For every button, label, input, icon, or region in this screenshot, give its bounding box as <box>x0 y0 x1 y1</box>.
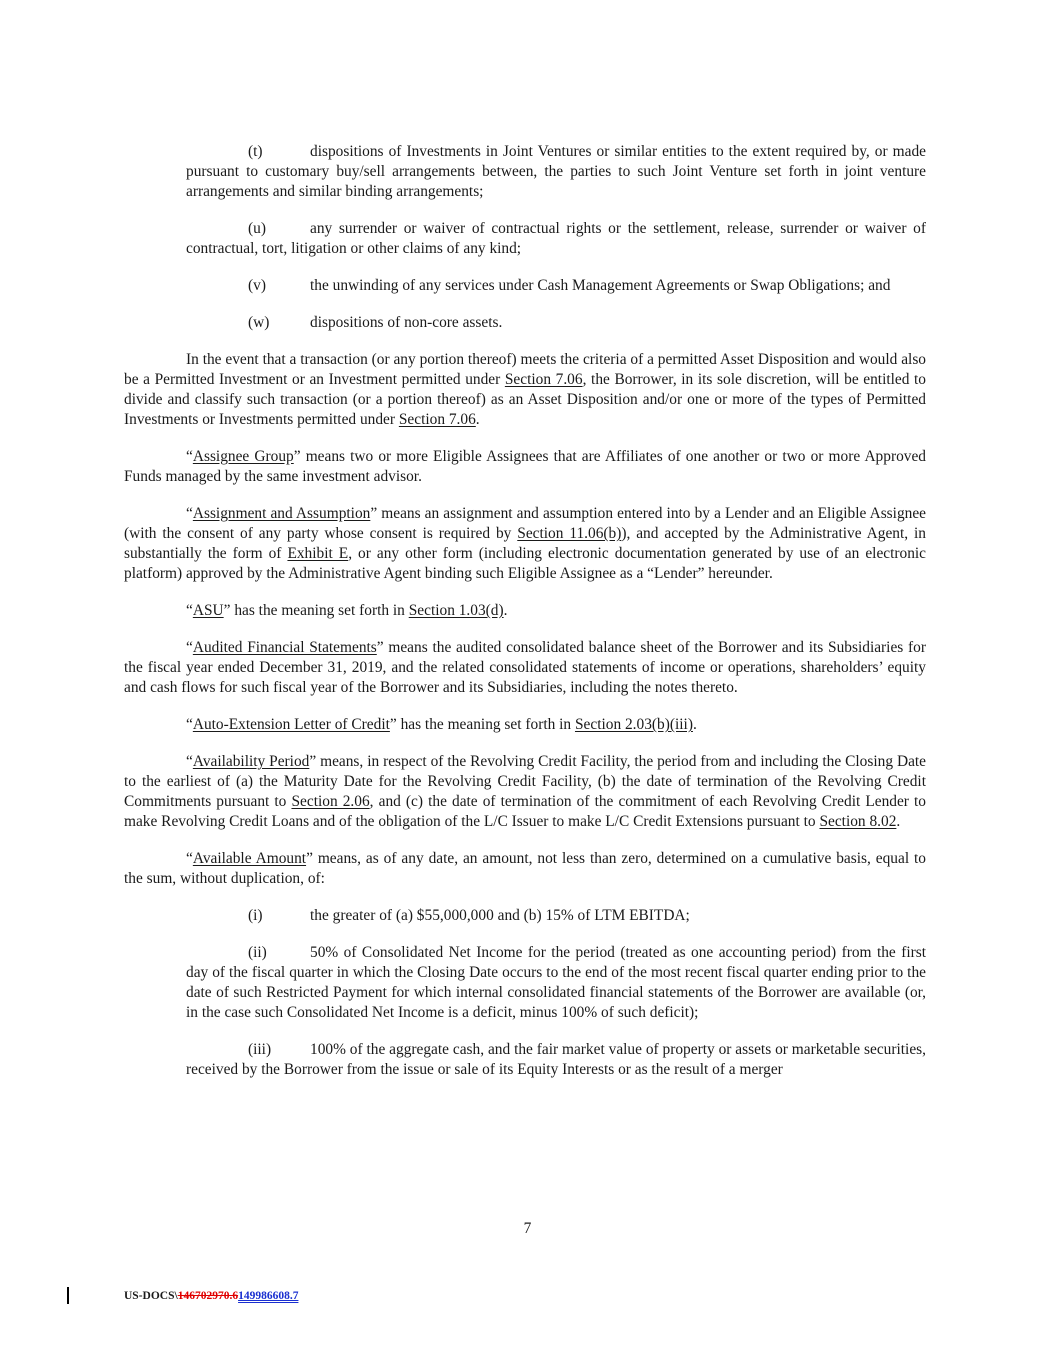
definition-assignee-group <box>124 447 926 487</box>
defined-term: Assignee Group <box>192 448 294 465</box>
clause-iii <box>124 1040 926 1080</box>
clause-label: (i) <box>248 907 263 924</box>
definition-text: ” means an assignment and assumption entered into by a Lender and an Eligible Assignee (with the consent of any party whose consent is required by <box>124 505 926 542</box>
section-reference-link: Section 11.06(b) <box>517 525 622 542</box>
definition-text: ” means two or more Eligible Assignees that are Affiliates of one another or two or more Approved Funds managed by the same investment advisor. <box>124 448 926 485</box>
quote-mark: “ <box>186 602 193 619</box>
defined-term: ASU <box>192 602 224 619</box>
clause-text: the greater of (a) $55,000,000 and (b) 15% of LTM EBITDA; <box>310 907 690 924</box>
defined-term: Availability Period <box>192 753 310 770</box>
defined-term: Assignment and Assumption <box>192 505 371 522</box>
clause-label: (u) <box>248 220 266 237</box>
definition-text: . <box>692 716 697 733</box>
definition-text: ” has the meaning set forth in <box>389 716 575 733</box>
document-id-footer <box>124 1289 298 1303</box>
clause-w <box>124 313 926 333</box>
section-reference-link: Section 2.06 <box>291 793 370 810</box>
clause-u <box>124 219 926 259</box>
section-reference-link: Section 8.02 <box>819 813 897 830</box>
definition-text: ” means, as of any date, an amount, not less than zero, determined on a cumulative basis, equal to the sum, without duplication, of: <box>124 850 926 887</box>
clause-text: the unwinding of any services under Cash Management Agreements or Swap Obligations; and <box>310 277 891 294</box>
quote-mark: “ <box>186 505 193 522</box>
change-bar <box>67 1287 69 1304</box>
clause-text: 100% of the aggregate cash, and the fair market value of property or assets or marketable securities, received by the Borrower from the issue or sale of its Equity Interests or as the result of a merger <box>186 1041 926 1078</box>
paragraph-text: , the Borrower, in its sole discretion, will be entitled to divide and classify such transaction (or a portion thereof) as an Asset Disposition and/or one or more of the types of Permitted Investments or Investments permitted under <box>124 371 927 428</box>
paragraph-text: In the event that a transaction (or any portion thereof) meets the criteria of a permitted Asset Disposition and would also be a Permitted Investment or an Investment permitted under <box>124 351 926 388</box>
section-reference-link: Section 2.03(b)(iii) <box>574 716 693 733</box>
definition-availability-period <box>124 752 926 832</box>
clause-text: any surrender or waiver of contractual rights or the settlement, release, surrender or waiver of contractual, tort, litigation or other claims of any kind; <box>186 220 926 257</box>
clause-i <box>124 906 926 926</box>
section-reference-link: Section 7.06 <box>504 371 583 388</box>
definition-text: ” means, in respect of the Revolving Credit Facility, the period from and including the Closing Date to the earliest of (a) the Maturity Date for the Revolving Credit Facility, (b) the date of termination of the Revolving Credit Commitments pursuant to <box>124 753 927 810</box>
clause-text: dispositions of Investments in Joint Ventures or similar entities to the extent required by, or made pursuant to customary buy/sell arrangements between, the parties to such Joint Venture set forth in joint venture arrangements and similar binding arrangements; <box>186 143 926 200</box>
clause-label: (t) <box>248 143 263 160</box>
definition-text: . <box>896 813 901 830</box>
paragraph-text: . <box>475 411 480 428</box>
definition-auto-extension-letter-of-credit <box>124 715 926 735</box>
definition-asu <box>124 601 926 621</box>
definition-assignment-and-assumption <box>124 504 926 584</box>
definition-text: , or any other form (including electronic documentation generated by use of an electronic platform) approved by the Administrative Agent binding such Eligible Assignee as a “Lender” hereunder. <box>124 545 927 582</box>
document-id-prefix: US-DOCS\ <box>124 1290 178 1302</box>
defined-term: Auto-Extension Letter of Credit <box>192 716 390 733</box>
section-reference-link: Section 7.06 <box>398 411 476 428</box>
section-reference-link: Section 1.03(d) <box>408 602 504 619</box>
definition-available-amount <box>124 849 926 889</box>
clause-label: (ii) <box>248 944 267 961</box>
clause-v <box>124 276 926 296</box>
quote-mark: “ <box>186 639 193 656</box>
deleted-document-id: 146702970.6 <box>177 1290 239 1302</box>
definition-text: ” has the meaning set forth in <box>223 602 409 619</box>
event-paragraph <box>124 350 926 430</box>
definition-text: . <box>503 602 508 619</box>
clause-ii <box>124 943 926 1023</box>
clause-t <box>124 142 926 202</box>
page-body <box>124 142 926 1080</box>
exhibit-reference-link: Exhibit E <box>287 545 349 562</box>
quote-mark: “ <box>186 448 193 465</box>
definition-text: ), and accepted by the Administrative Agent, in substantially the form of <box>124 525 926 562</box>
quote-mark: “ <box>186 716 193 733</box>
definition-text: , and (c) the date of termination of the commitment of each Revolving Credit Lender to make Revolving Credit Loans and of the obligation of the L/C Issuer to make L/C Credit Extensions pursuant to <box>124 793 926 830</box>
quote-mark: “ <box>186 850 193 867</box>
clause-label: (v) <box>248 277 266 294</box>
page-number: 7 <box>523 1220 532 1237</box>
inserted-document-id: 149986608.7 <box>238 1290 299 1302</box>
clause-label: (w) <box>248 314 270 331</box>
definition-text: ” means the audited consolidated balance sheet of the Borrower and its Subsidiaries for the fiscal year ended December 31, 2019, and the related consolidated statements of income or operations, shareholders’ equity and cash flows for such fiscal year of the Borrower and its Subsidiaries, including the notes thereto. <box>124 639 926 696</box>
quote-mark: “ <box>186 753 193 770</box>
clause-text: dispositions of non-core assets. <box>310 314 503 331</box>
defined-term: Audited Financial Statements <box>192 639 377 656</box>
definition-audited-financial-statements <box>124 638 926 698</box>
defined-term: Available Amount <box>192 850 307 867</box>
clause-text: 50% of Consolidated Net Income for the period (treated as one accounting period) from the first day of the fiscal quarter in which the Closing Date occurs to the end of the most recent fiscal quarter ending prior to the date of such Restricted Payment for which internal consolidated financial statements of the Borrower are available (or, in the case such Consolidated Net Income is a deficit, minus 100% of such deficit); <box>186 944 926 1021</box>
clause-label: (iii) <box>248 1041 272 1058</box>
